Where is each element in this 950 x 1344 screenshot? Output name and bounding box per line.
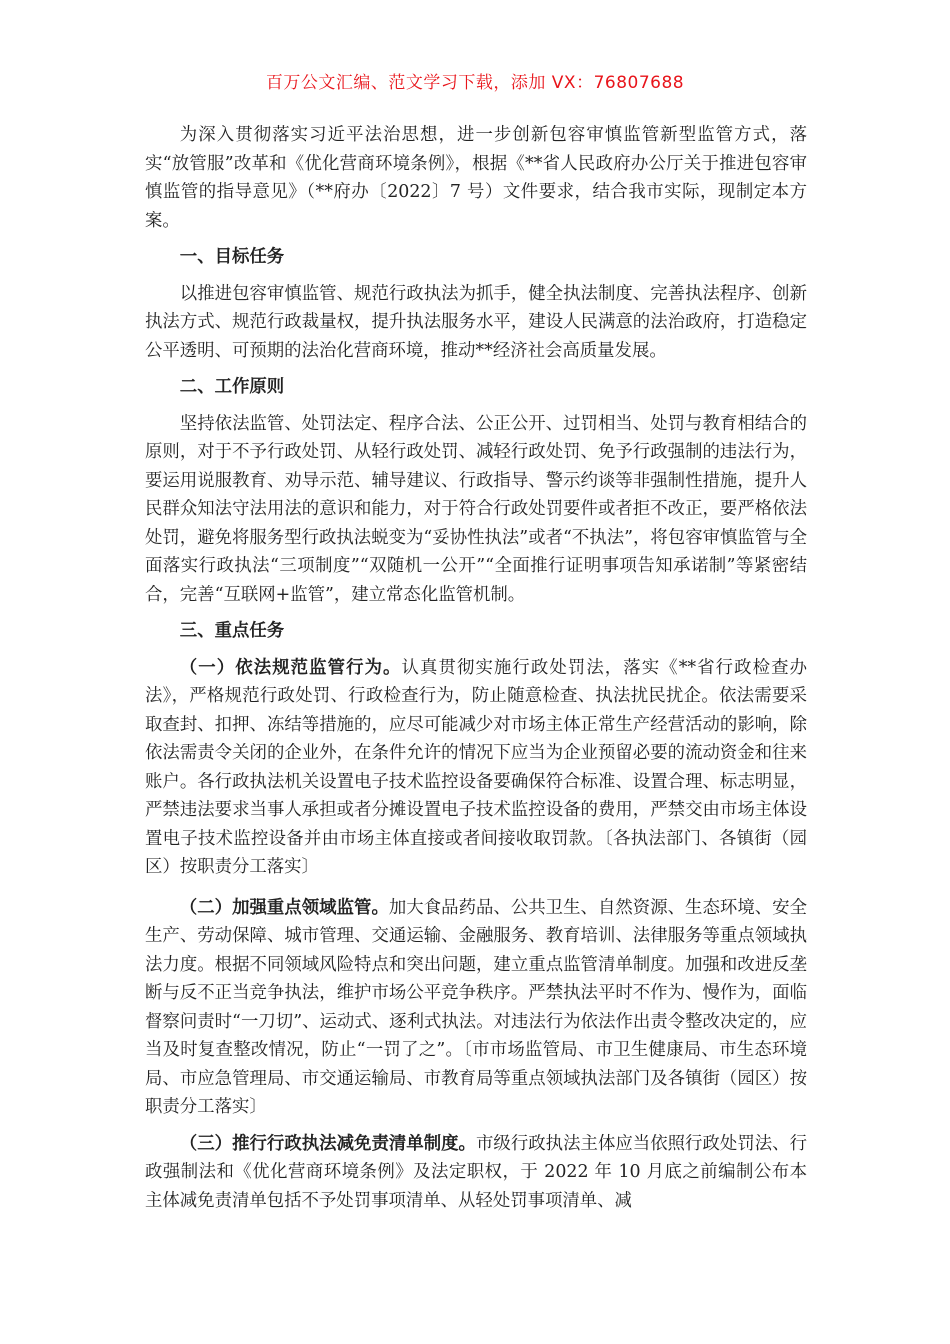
goals-paragraph: 以推进包容审慎监管、规范行政执法为抓手，健全执法制度、完善执法程序、创新执法方式、规范行政裁量权，提升执法服务水平，建设人民满意的法治政府，打造稳定公平透明、可预期的法治化营商环境，推动**经济社会高质量发展。 (145, 283, 807, 361)
section-heading-key-tasks: 三、重点任务 (179, 621, 285, 641)
task-item-3-lead: （三）推行行政执法减免责清单制度。 (179, 1133, 476, 1154)
download-banner: 百万公文汇编、范文学习下载，添加 VX：76807688 (265, 73, 685, 93)
task-item-1 (145, 654, 807, 882)
task-item-1-lead: （一）依法规范监管行为。 (179, 657, 402, 678)
section-heading-principles: 二、工作原则 (179, 377, 285, 397)
section-heading-goals: 一、目标任务 (179, 247, 285, 267)
task-item-2-text: 加大食品药品、公共卫生、自然资源、生态环境、安全生产、劳动保障、城市管理、交通运输、金融服务、教育培训、法律服务等重点领域执法力度。根据不同领域风险特点和突出问题，建立重点监管清单制度。加强和改进反垄断与反不正当竞争执法，维护市场公平竞争秩序。严禁执法平时不作为、慢作为，面临督察问责时“一刀切”、运动式、逐利式执法。对违法行为依法作出责令整改决定的，应当及时复查整改情况，防止“一罚了之”。〔市市场监管局、市卫生健康局、市生态环境局、市应急管理局、市交通运输局、市教育局等重点领域执法部门及各镇街（园区）按职责分工落实〕 (145, 897, 807, 1117)
task-item-2 (145, 894, 807, 1122)
task-item-2-lead: （二）加强重点领域监管。 (179, 897, 389, 918)
task-item-3-text: 市级行政执法主体应当依照行政处罚法、行政强制法和《优化营商环境条例》及法定职权，于 2022 年 10 月底之前编制公布本主体减免责清单包括不予处罚事项清单、从轻处罚事项清单、减 (145, 1133, 807, 1211)
task-item-3 (145, 1130, 807, 1216)
principles-paragraph: 坚持依法监管、处罚法定、程序合法、公正公开、过罚相当、处罚与教育相结合的原则，对于不予行政处罚、从轻行政处罚、减轻行政处罚、免予行政强制的违法行为，要运用说服教育、劝导示范、辅导建议、行政指导、警示约谈等非强制性措施，提升人民群众知法守法用法的意识和能力，对于符合行政处罚要件或者拒不改正，要严格依法处罚，避免将服务型行政执法蜕变为“妥协性执法”或者“不执法”，将包容审慎监管与全面落实行政执法“三项制度”“双随机一公开”“全面推行证明事项告知承诺制”等紧密结合，完善“互联网+监管”，建立常态化监管机制。 (145, 413, 807, 605)
intro-paragraph: 为深入贯彻落实习近平法治思想，进一步创新包容审慎监管新型监管方式，落实“放管服”改革和《优化营商环境条例》，根据《**省人民政府办公厅关于推进包容审慎监管的指导意见》（**府办〔2022〕7 号）文件要求，结合我市实际，现制定本方案。 (145, 125, 807, 231)
document-body (145, 121, 807, 1215)
task-item-1-text: 认真贯彻实施行政处罚法，落实《**省行政检查办法》，严格规范行政处罚、行政检查行为，防止随意检查、执法扰民扰企。依法需要采取查封、扣押、冻结等措施的，应尽可能减少对市场主体正常生产经营活动的影响，除依法需责令关闭的企业外，在条件允许的情况下应当为企业预留必要的流动资金和往来账户。各行政执法机关设置电子技术监控设备要确保符合标准、设置合理、标志明显，严禁违法要求当事人承担或者分摊设置电子技术监控设备的费用，严禁交由市场主体设置电子技术监控设备并由市场主体直接或者间接收取罚款。〔各执法部门、各镇街（园区）按职责分工落实〕 (145, 657, 807, 877)
